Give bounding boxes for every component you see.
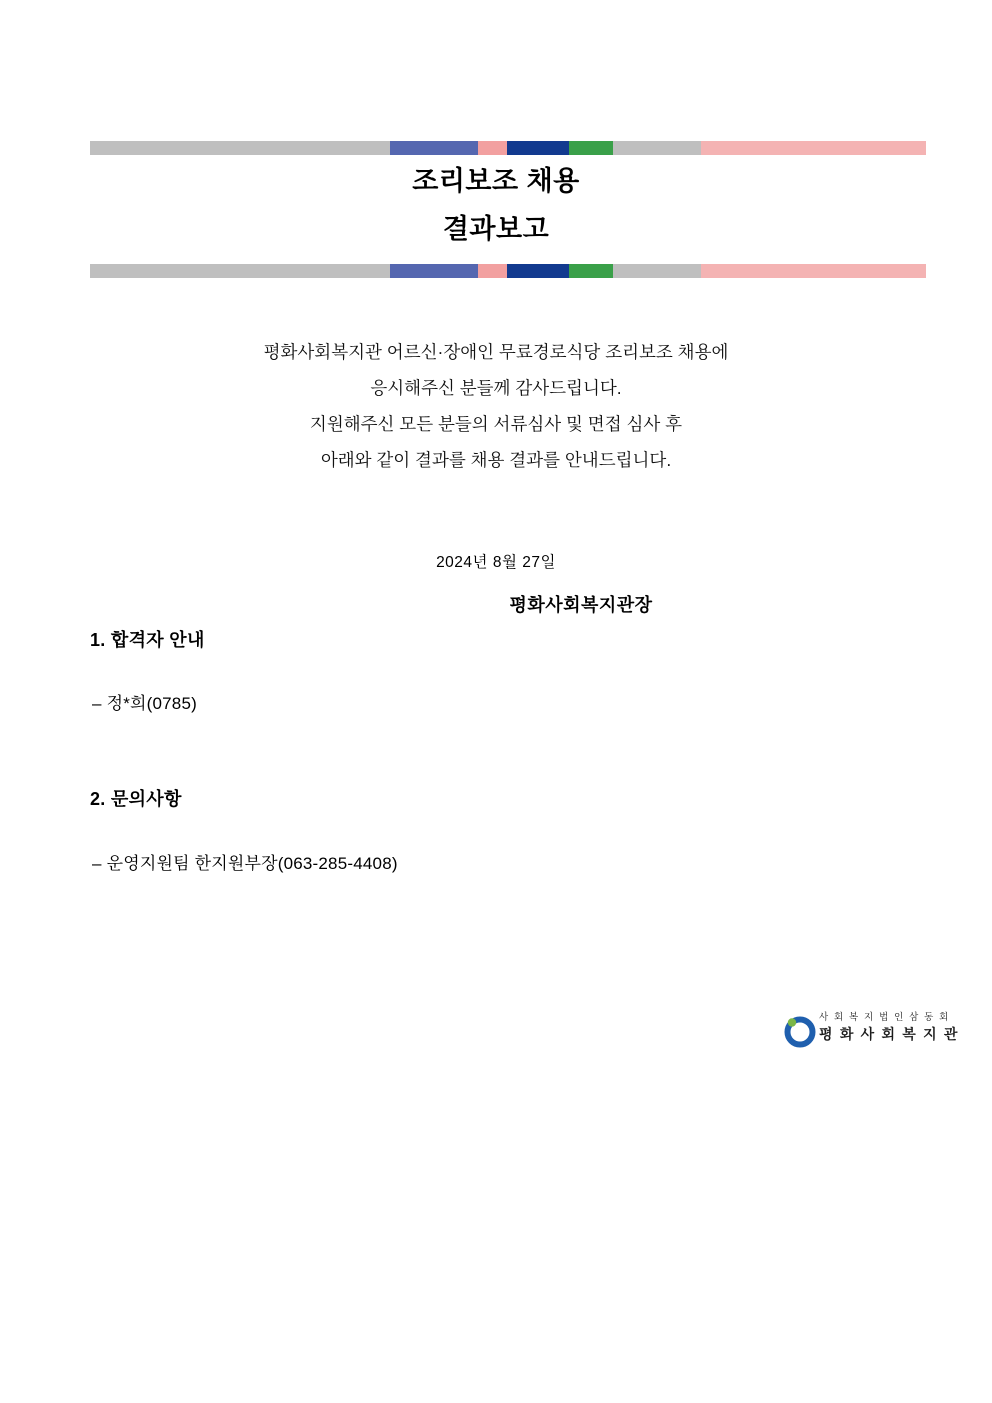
logo-mark-icon — [783, 1014, 817, 1048]
decor-bar-segment — [507, 141, 569, 155]
section-heading-1: 1. 합격자 안내 — [90, 630, 205, 650]
date-line: 2024년 8월 27일 — [436, 554, 556, 571]
section-item-1: – 정*희(0785) — [92, 694, 197, 713]
intro-line: 아래와 같이 결과를 채용 결과를 안내드립니다. — [320, 450, 672, 470]
logo-top-text: 사 회 복 지 법 인 삼 동 회 — [819, 1012, 950, 1023]
intro-line: 평화사회복지관 어르신·장애인 무료경로식당 조리보조 채용에 — [263, 342, 729, 362]
decor-bar-bottom — [90, 264, 926, 278]
intro-paragraph — [0, 334, 992, 478]
logo-text-block — [819, 1010, 959, 1043]
decor-bar-segment — [478, 141, 507, 155]
section-item-2: – 운영지원팀 한지원부장(063-285-4408) — [92, 854, 398, 873]
organization-logo — [783, 1010, 960, 1058]
document-title — [0, 163, 992, 247]
decor-bar-segment — [569, 141, 613, 155]
decor-bar-segment — [90, 264, 390, 278]
decor-bar-segment — [701, 264, 926, 278]
logo-main-text: 평 화 사 회 복 지 관 — [819, 1026, 960, 1042]
intro-line: 응시해주신 분들께 감사드립니다. — [370, 378, 622, 398]
decor-bar-segment — [613, 264, 701, 278]
intro-line: 지원해주신 모든 분들의 서류심사 및 면접 심사 후 — [309, 414, 683, 434]
decor-bar-segment — [390, 141, 478, 155]
title-line-1: 조리보조 채용 — [412, 166, 580, 196]
decor-bar-segment — [390, 264, 478, 278]
signature-line: 평화사회복지관장 — [509, 595, 653, 615]
section-heading-2: 2. 문의사항 — [90, 789, 182, 809]
decor-bar-segment — [613, 141, 701, 155]
decor-bar-segment — [569, 264, 613, 278]
decor-bar-segment — [701, 141, 926, 155]
decor-bar-top — [90, 141, 926, 155]
decor-bar-segment — [90, 141, 390, 155]
decor-bar-segment — [478, 264, 507, 278]
decor-bar-segment — [507, 264, 569, 278]
title-line-2: 결과보고 — [442, 214, 550, 244]
